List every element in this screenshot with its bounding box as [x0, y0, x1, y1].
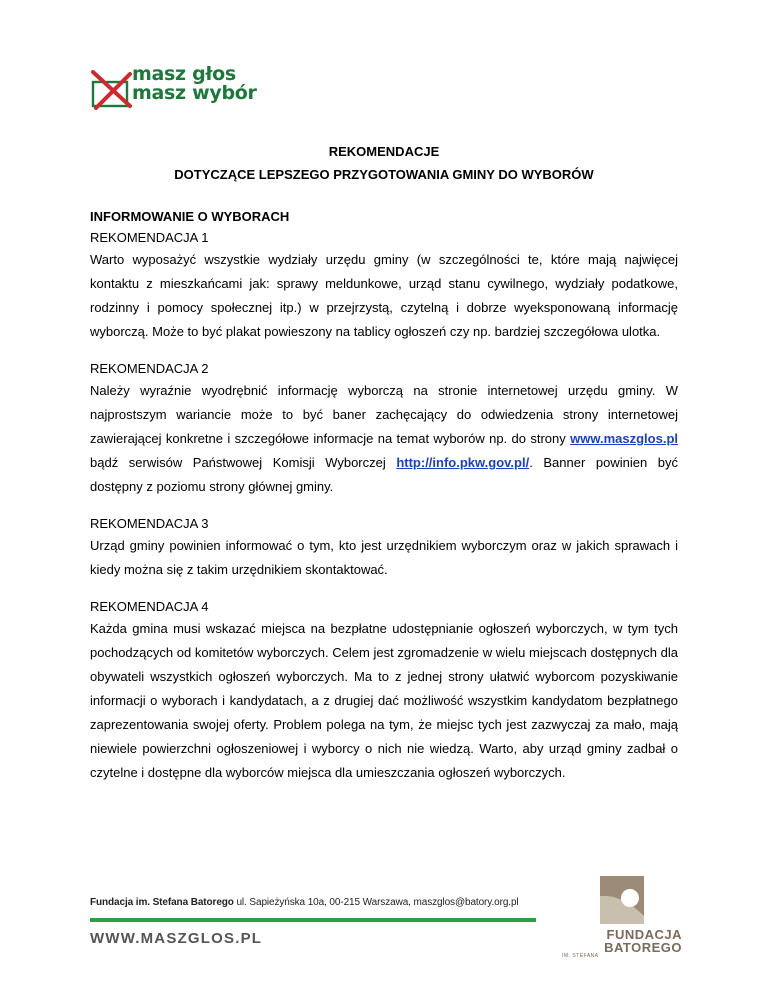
recommendation-heading: REKOMENDACJA 2 — [90, 361, 209, 376]
footer-org-name: Fundacja im. Stefana Batorego — [90, 897, 234, 908]
recommendation-heading: REKOMENDACJA 3 — [90, 516, 209, 531]
recommendation-text: Urząd gminy powinien informować o tym, kto jest urzędnikiem wyborczym oraz w jakich sprawach i kiedy można się z takim urzędnikiem skontaktować. — [90, 538, 678, 577]
recommendation-1 — [90, 227, 678, 344]
footer-address — [90, 897, 519, 908]
recommendation-heading: REKOMENDACJA 4 — [90, 599, 209, 614]
logo-line-1: masz głos — [132, 63, 236, 85]
fund-name-line-1: FUNDACJA — [606, 927, 682, 942]
fund-small-text: IM. STEFANA — [562, 953, 599, 959]
fund-name — [604, 928, 682, 954]
recommendation-text: Warto wyposażyć wszystkie wydziały urzędu gminy (w szczególności te, które mają najwięcej kontaktu z mieszkańcami jak: sprawy meldunkowe, urząd stanu cywilnego, wydziały podatkowe, rodzinny i pomocy społecznej itp.) w przejrzystą, czytelną i dobrze wyeksponowaną informację wyborczą. Może to być plakat powieszony na tablicy ogłoszeń czy np. bardziej szczegółowa ulotka. — [90, 252, 678, 339]
text-part: . Banner powinien być dostępny z poziomu strony głównej gminy. — [90, 455, 678, 494]
recommendation-heading: REKOMENDACJA 1 — [90, 230, 209, 245]
recommendation-2 — [90, 358, 678, 499]
recommendation-4 — [90, 596, 678, 785]
fundacja-batorego-logo — [562, 876, 682, 960]
footer-url: WWW.MASZGLOS.PL — [90, 930, 263, 947]
document-body — [90, 206, 678, 799]
maszglos-link[interactable]: www.maszglos.pl — [570, 431, 678, 446]
batory-emblem-icon — [600, 876, 644, 924]
masz-glos-logo — [90, 64, 260, 112]
document-title: REKOMENDACJE — [328, 144, 440, 159]
document-subtitle: DOTYCZĄCE LEPSZEGO PRZYGOTOWANIA GMINY DO WYBORÓW — [174, 167, 594, 182]
logo-text — [132, 65, 257, 103]
section-heading: INFORMOWANIE O WYBORACH — [90, 209, 290, 224]
fund-name-line-2: BATOREGO — [604, 940, 682, 955]
recommendation-text: Każda gmina musi wskazać miejsca na bezpłatne udostępnianie ogłoszeń wyborczych, w tym tych pochodzących od komitetów wyborczych. Celem jest zgromadzenie w wielu miejscach dostępnych dla obywateli wszystkich ogłoszeń wyborczych. Ma to z jednej strony ułatwić wyborcom pozyskiwanie informacji o wyborach i kandydatach, a z drugiej dać możliwość wszystkim kandydatom bezpłatnego zaprezentowania swojej oferty. Problem polega na tym, że miejsc tych jest zazwyczaj za mało, mają niewiele powierzchni ogłoszeniowej i wyborcy o nich nie wiedzą. Warto, aby urząd gminy zadbał o czytelne i dostępne dla wyborców miejsca dla umieszczania ogłoszeń wyborczych. — [90, 621, 678, 780]
recommendation-text — [90, 379, 678, 499]
logo-line-2: masz wybór — [132, 82, 257, 104]
text-part: Należy wyraźnie wyodrębnić informację wyborczą na stronie internetowej urzędu gminy. W najprostszym wariancie może to być baner zachęcający do odwiedzenia strony internetowej zawierającej konkretne i szczegółowe informacje na temat wyborów np. do strony — [90, 383, 678, 446]
text-part: bądź serwisów Państwowej Komisji Wyborczej — [90, 455, 397, 470]
pkw-link[interactable]: http://info.pkw.gov.pl/ — [396, 455, 530, 470]
recommendation-3 — [90, 513, 678, 582]
footer-divider — [90, 918, 536, 922]
footer-address-text: ul. Sapieżyńska 10a, 00-215 Warszawa, maszglos@batory.org.pl — [233, 897, 519, 908]
ballot-check-icon — [90, 70, 134, 110]
